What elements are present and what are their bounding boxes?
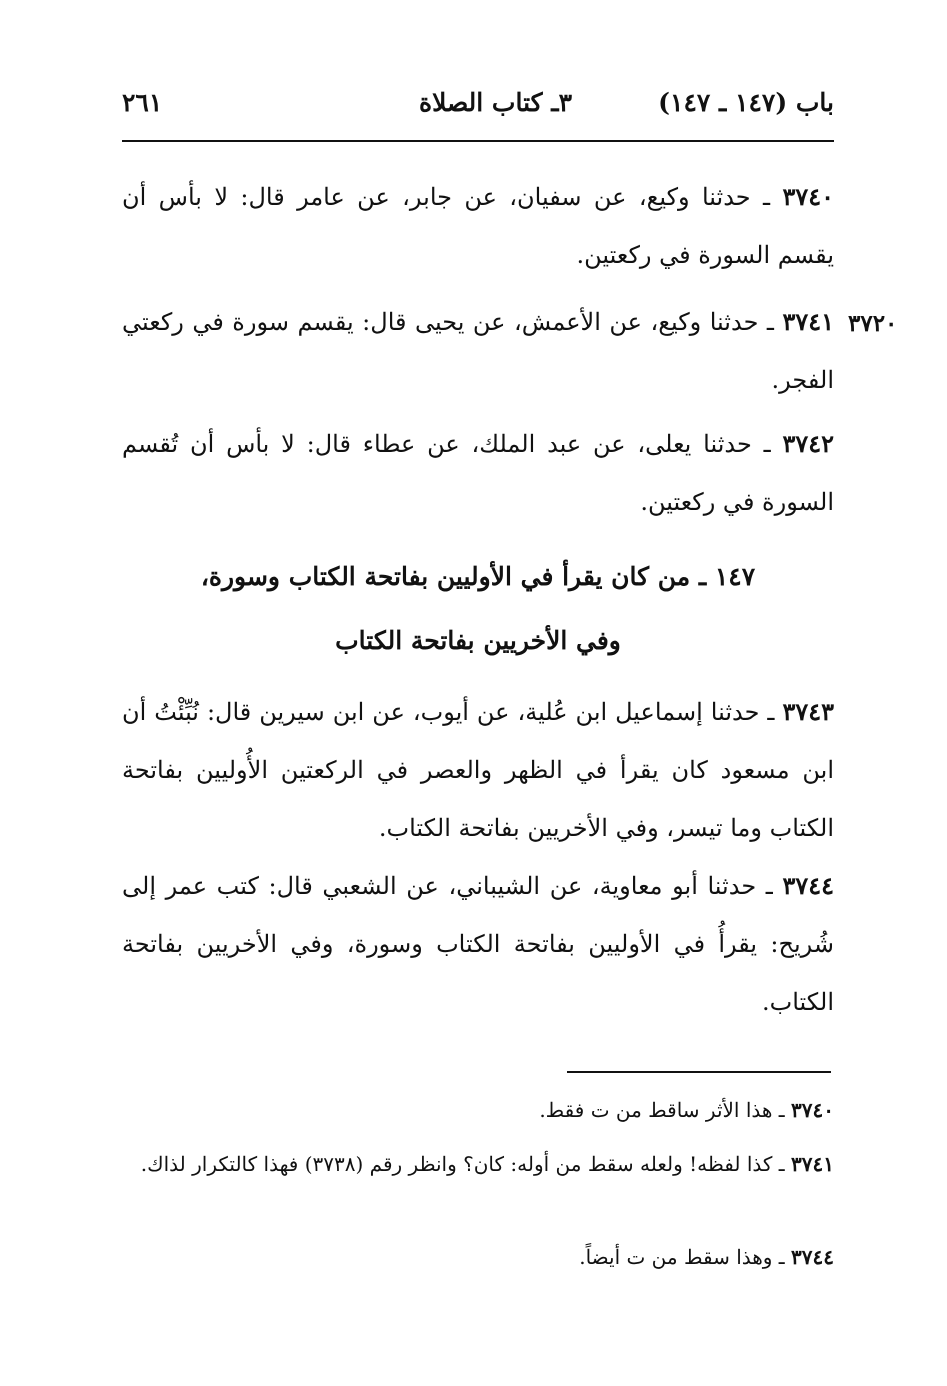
section-heading xyxy=(122,545,834,673)
hadith-text: ـ حدثنا إسماعيل ابن عُلية، عن أيوب، عن ابن سيرين قال: نُبِّئْتُ أن ابن مسعود كان يقرأ في الظهر والعصر في الركعتين الأُوليين بفاتحة الكتاب وما تيسر، وفي الأخريين بفاتحة الكتاب. xyxy=(122,698,834,842)
footnote-text: ـ هذا الأثر ساقط من ت فقط. xyxy=(539,1098,785,1122)
footnote-text: ـ وهذا سقط من ت أيضاً. xyxy=(579,1245,785,1269)
hadith-text: ـ حدثنا وكيع، عن سفيان، عن جابر، عن عامر قال: لا بأس أن يقسم السورة في ركعتين. xyxy=(122,183,834,269)
section-heading-line-1: ١٤٧ ـ من كان يقرأ في الأوليين بفاتحة الكتاب وسورة، xyxy=(200,562,756,591)
footnote-3744 xyxy=(122,1233,834,1281)
hadith-number: ٣٧٤١ xyxy=(782,307,834,336)
footnote-3740 xyxy=(122,1086,834,1134)
footnote-number: ٣٧٤١ xyxy=(791,1152,834,1176)
footnote-number: ٣٧٤٠ xyxy=(791,1098,834,1122)
footnote-3741 xyxy=(122,1140,834,1188)
section-heading-line-2: وفي الأخريين بفاتحة الكتاب xyxy=(335,626,621,655)
hadith-paragraph-3740 xyxy=(122,168,834,284)
hadith-paragraph-3744 xyxy=(122,857,834,1031)
chapter-title: باب (١٤٧ ـ ١٤٧) xyxy=(658,88,834,117)
footnote-separator xyxy=(567,1071,831,1073)
hadith-number: ٣٧٤٢ xyxy=(782,429,834,458)
page-number: ٢٦١ xyxy=(122,88,163,117)
hadith-number: ٣٧٤٣ xyxy=(782,697,834,726)
margin-reference-number: ٣٧٢٠ xyxy=(848,310,898,337)
hadith-text: ـ حدثنا أبو معاوية، عن الشيباني، عن الشعبي قال: كتب عمر إلى شُريح: يقرأُ في الأوليين بفاتحة الكتاب وسورة، وفي الأخريين بفاتحة الكتاب. xyxy=(122,872,834,1016)
footnote-text: ـ كذا لفظه! ولعله سقط من أوله: كان؟ وانظر رقم (٣٧٣٨) فهذا كالتكرار لذاك. xyxy=(140,1152,785,1176)
hadith-paragraph-3743 xyxy=(122,683,834,857)
running-header xyxy=(122,88,834,132)
hadith-text: ـ حدثنا يعلى، عن عبد الملك، عن عطاء قال: لا بأس أن تُقسم السورة في ركعتين. xyxy=(122,430,834,516)
book-title: ٣ـ كتاب الصلاة xyxy=(418,88,572,117)
hadith-paragraph-3741 xyxy=(122,293,834,409)
hadith-number: ٣٧٤٤ xyxy=(782,871,834,900)
header-rule xyxy=(122,140,834,142)
hadith-number: ٣٧٤٠ xyxy=(782,182,835,211)
hadith-paragraph-3742 xyxy=(122,415,834,531)
hadith-text: ـ حدثنا وكيع، عن الأعمش، عن يحيى قال: يقسم سورة في ركعتي الفجر. xyxy=(122,308,834,394)
footnote-number: ٣٧٤٤ xyxy=(791,1245,834,1269)
